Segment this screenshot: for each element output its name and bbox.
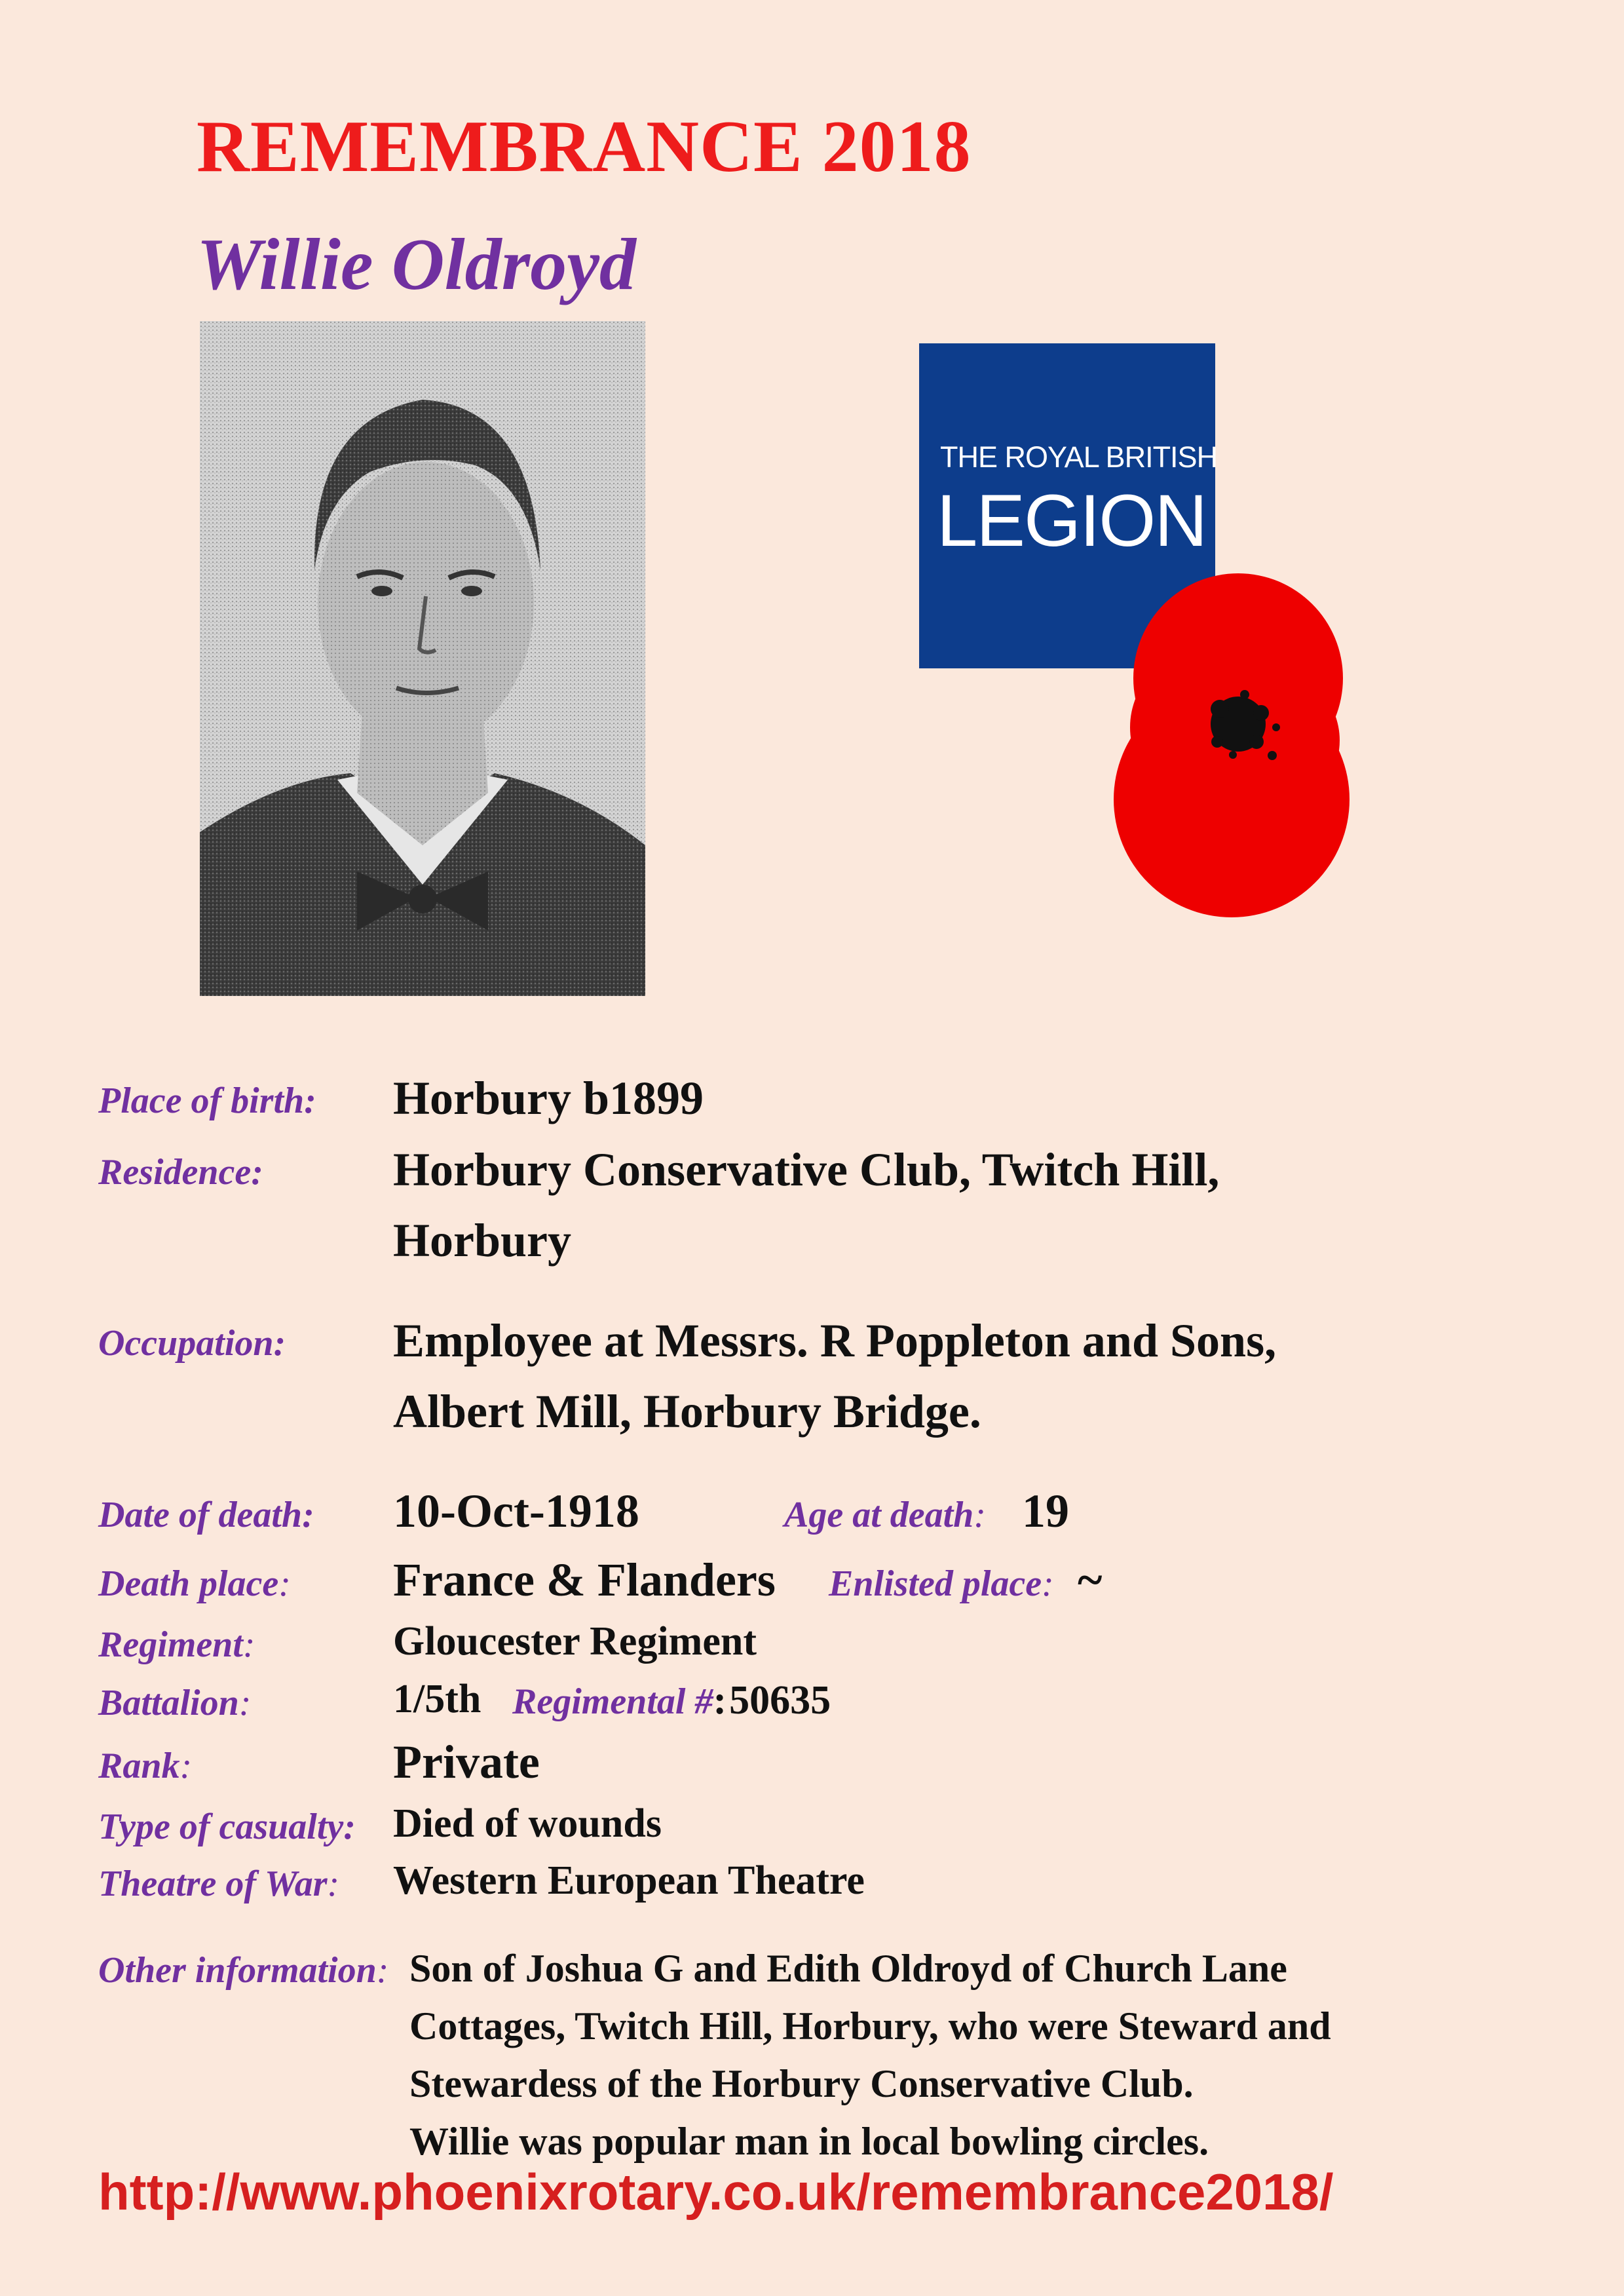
other-information-line: Willie was popular man in local bowling circles.: [409, 2120, 1209, 2163]
soldier-portrait: [200, 321, 645, 996]
value-regimental-number: 50635: [729, 1678, 831, 1723]
label-occupation: Occupation:: [98, 1323, 286, 1364]
label-battalion: [98, 1682, 251, 1724]
other-information-line: Stewardess of the Horbury Conservative Club.: [409, 2062, 1194, 2105]
label-rank: [98, 1745, 192, 1787]
other-information-line: Cottages, Twitch Hill, Horbury, who were Steward and: [409, 2004, 1331, 2048]
label-other-information: [98, 1949, 388, 1991]
poppy-icon: [1068, 564, 1408, 917]
label-death-place: [98, 1563, 291, 1605]
value-other-information: [409, 1940, 1589, 2170]
label-rank-text: Rank: [98, 1746, 180, 1786]
value-date-of-death: 10-Oct-1918: [393, 1485, 639, 1537]
label-enlisted-place: [829, 1563, 1054, 1605]
label-regiment: [98, 1624, 255, 1666]
value-type-of-casualty: Died of wounds: [393, 1801, 662, 1846]
label-other-information-text: Other information: [98, 1950, 377, 1991]
value-age-at-death: 19: [1022, 1485, 1069, 1537]
label-age-at-death: [784, 1494, 986, 1536]
label-residence: Residence:: [98, 1152, 263, 1193]
value-battalion: 1/5th: [393, 1677, 482, 1721]
value-residence-line2: Horbury: [393, 1214, 572, 1267]
label-death-place-text: Death place: [98, 1563, 279, 1604]
label-place-of-birth: Place of birth:: [98, 1081, 316, 1121]
label-age-separator: :: [973, 1495, 986, 1535]
value-residence-line1: Horbury Conservative Club, Twitch Hill,: [393, 1143, 1220, 1196]
regimental-number-separator: :: [713, 1678, 727, 1723]
portrait-image: [200, 321, 645, 996]
value-regiment: Gloucester Regiment: [393, 1619, 757, 1664]
label-regiment-text: Regiment: [98, 1624, 243, 1665]
value-place-of-birth: Horbury b1899: [393, 1072, 704, 1124]
label-date-of-death: Date of death:: [98, 1495, 314, 1535]
label-theatre-of-war-separator: :: [327, 1864, 340, 1904]
value-occupation-line2: Albert Mill, Horbury Bridge.: [393, 1385, 981, 1438]
label-theatre-of-war: [98, 1863, 339, 1905]
label-regimental-number: Regimental #: [512, 1681, 713, 1722]
other-information-line: Son of Joshua G and Edith Oldroyd of Church Lane: [409, 1947, 1287, 1990]
soldier-name: Willie Oldroyd: [197, 224, 636, 305]
value-rank: Private: [393, 1736, 540, 1788]
value-theatre-of-war: Western European Theatre: [393, 1858, 865, 1903]
label-battalion-separator: :: [238, 1683, 252, 1723]
value-enlisted-place: ~: [1078, 1554, 1103, 1606]
label-regiment-separator: :: [242, 1624, 255, 1665]
value-death-place: France & Flanders: [393, 1554, 776, 1606]
label-type-of-casualty: Type of casualty:: [98, 1807, 356, 1847]
page-title: REMEMBRANCE 2018: [197, 106, 972, 187]
value-occupation-line1: Employee at Messrs. R Poppleton and Sons,: [393, 1314, 1277, 1367]
label-battalion-text: Battalion: [98, 1683, 239, 1723]
label-enlisted-place-separator: :: [1042, 1563, 1054, 1604]
label-theatre-of-war-text: Theatre of War: [98, 1864, 328, 1904]
label-death-place-separator: :: [278, 1563, 291, 1604]
label-rank-separator: :: [179, 1746, 193, 1786]
logo-text-line2: LEGION: [937, 480, 1207, 562]
label-enlisted-place-text: Enlisted place: [829, 1563, 1042, 1604]
label-age-at-death-text: Age at death: [784, 1495, 974, 1535]
label-other-information-separator: :: [376, 1950, 389, 1991]
website-url: http://www.phoenixrotary.co.uk/remembrance2018/: [98, 2163, 1334, 2221]
regimental-number-group: [512, 1677, 831, 1724]
logo-text-line1: THE ROYAL BRITISH: [940, 440, 1218, 474]
